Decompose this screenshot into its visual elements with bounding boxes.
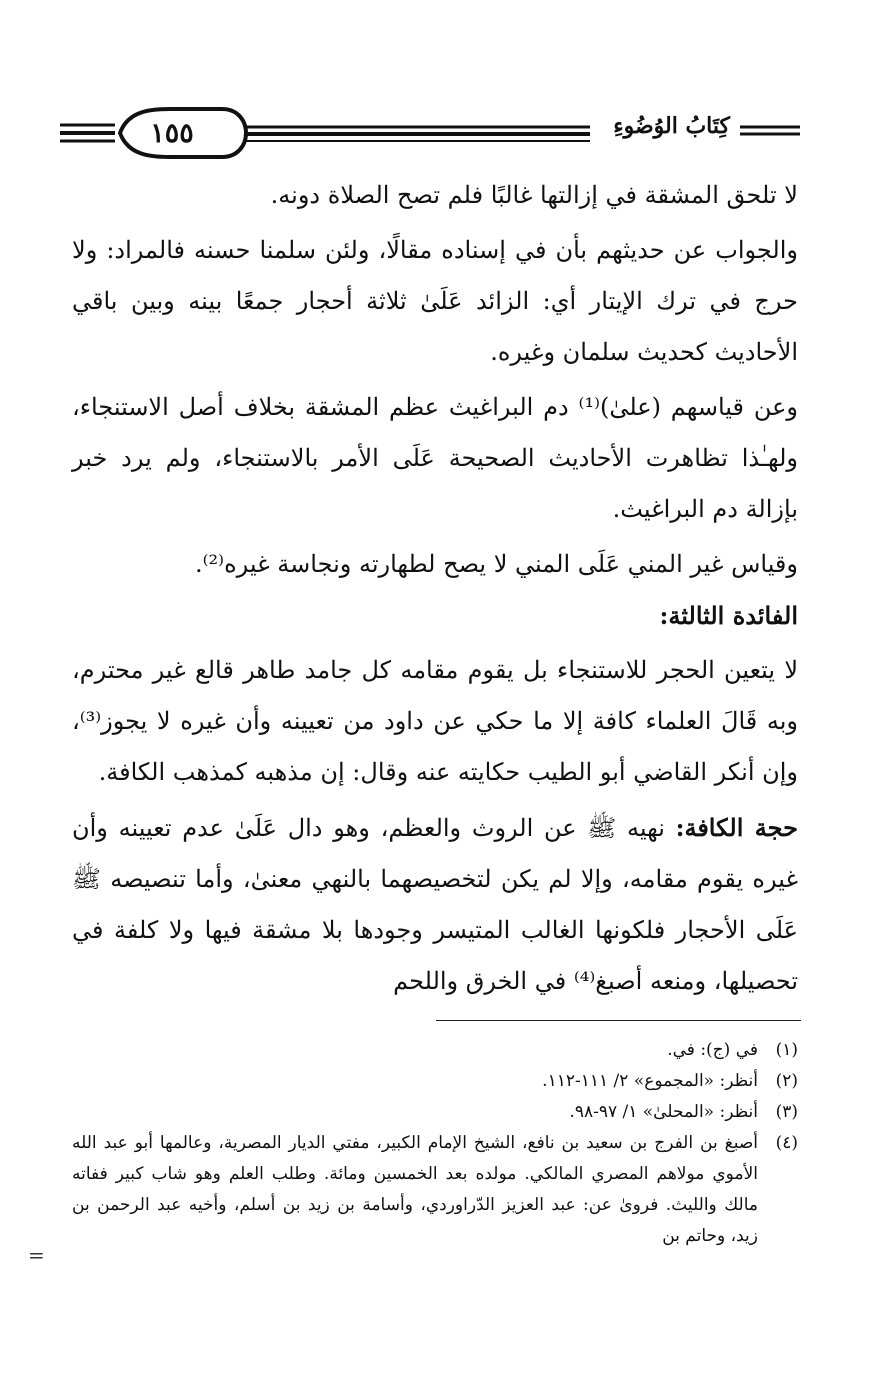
footnote-1 — [72, 1035, 798, 1066]
paragraph-6-text: نهيه ﷺ عن الروث والعظم، وهو دال عَلَىٰ عدم تعيينه وأن غيره يقوم مقامه، وإلا لم يكن لتخصيصهما بالنهي معنىٰ، وأما تنصيصه ﷺ عَلَى الأحجار فلكونها الغالب المتيسر وجودها بلا مشقة فيها ولا كلفة في تحصيلها، ومنعه أصبغ⁽⁴⁾ في الخرق واللحم — [72, 814, 798, 995]
footnote-text: أصبغ بن الفرج بن سعيد بن نافع، الشيخ الإمام الكبير، مفتي الديار المصرية، وعالمها أبو عبد الله الأموي مولاهم المصري المالكي. مولده بعد الخمسين ومائة. وطلب العلم وهو شاب كبير ففاته مالك والليث. فروىٰ عن: عبد العزيز الدّراوردي، وأسامة بن زيد بن أسلم، وأخيه عبد الرحمن بن زيد، وحاتم بن — [72, 1133, 758, 1246]
footnote-number: (٣) — [775, 1102, 798, 1122]
footnote-text: أنظر: «المحلىٰ» ١/ ٩٧-٩٨. — [569, 1102, 758, 1122]
paragraph-6 — [72, 802, 798, 1007]
footnote-text: أنظر: «المجموع» ٢/ ١١١-١١٢. — [542, 1071, 758, 1091]
footnote-number: (٢) — [775, 1071, 798, 1091]
footnote-separator — [436, 1020, 801, 1021]
main-text — [72, 170, 798, 1007]
footnotes — [72, 1035, 798, 1252]
page-header — [60, 103, 800, 163]
footnote-2 — [72, 1066, 798, 1097]
running-title: كِتَابُ الوُضُوءِ — [613, 113, 730, 139]
paragraph-3: وعن قياسهم (علىٰ)⁽¹⁾ دم البراغيث عظم المشقة بخلاف أصل الاستنجاء، ولهـٰذا تظاهرت الأحاديث الصحيحة عَلَى الأمر بالاستنجاء، ولم يرد خبر بإزالة دم البراغيث. — [72, 393, 799, 523]
paragraph-2: والجواب عن حديثهم بأن في إسناده مقالًا، ولئن سلمنا حسنه فالمراد: ولا حرج في ترك الإيتار أي: الزائد عَلَىٰ ثلاثة أحجار جمعًا بينه وبين باقي الأحاديث كحديث سلمان وغيره. — [72, 236, 798, 366]
footnote-number: (١) — [775, 1040, 798, 1060]
paragraph-5: لا يتعين الحجر للاستنجاء بل يقوم مقامه كل جامد طاهر قالع غير محترم، وبه قَالَ العلماء كافة إلا ما حكي عن داود من تعيينه وأن غيره لا يجوز⁽³⁾، وإن أنكر القاضي أبو الطيب حكايته عنه وقال: إن مذهبه كمذهب الكافة. — [72, 656, 798, 786]
footnote-4 — [72, 1128, 798, 1252]
section-heading: الفائدة الثالثة: — [659, 601, 798, 630]
paragraph-1: لا تلحق المشقة في إزالتها غالبًا فلم تصح الصلاة دونه. — [270, 181, 798, 209]
paragraph-4: وقياس غير المني عَلَى المني لا يصح لطهارته ونجاسة غيره⁽²⁾. — [195, 550, 798, 578]
page-number: ١٥٥ — [150, 117, 194, 149]
continuation-mark: = — [28, 1243, 45, 1267]
paragraph-6-lead: حجة الكافة: — [675, 813, 799, 842]
footnote-3 — [72, 1097, 798, 1128]
footnote-number: (٤) — [775, 1133, 798, 1153]
footnote-text: في (ج): في. — [667, 1040, 758, 1060]
